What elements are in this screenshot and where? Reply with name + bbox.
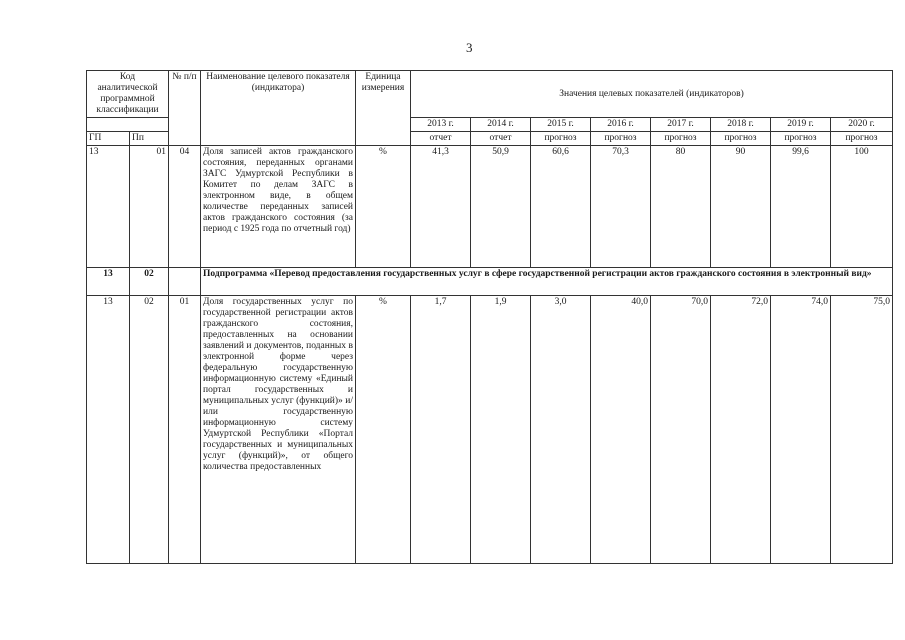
row-number: 04	[169, 146, 201, 268]
page-number: 3	[466, 40, 473, 55]
year-2016: 2016 г.	[591, 118, 651, 132]
type-2014: отчет	[471, 132, 531, 146]
value-2015: 3,0	[531, 296, 591, 564]
subprogram-title: Подпрограмма «Перевод предоставления государственных услуг в сфере государственной регистрации актов гражданского состояния в электронный вид»	[201, 268, 893, 296]
value-2013: 1,7	[411, 296, 471, 564]
value-2019: 74,0	[771, 296, 831, 564]
unit-header: Единица измерения	[356, 71, 411, 146]
type-2020: прогноз	[831, 132, 893, 146]
gp-code: 13	[87, 268, 130, 296]
gp-code: 13	[87, 146, 130, 268]
value-2015: 60,6	[531, 146, 591, 268]
value-2013: 41,3	[411, 146, 471, 268]
row-number: 01	[169, 296, 201, 564]
num-header: № п/п	[169, 71, 201, 146]
value-2016: 40,0	[591, 296, 651, 564]
values-header: Значения целевых показателей (индикаторов)	[411, 71, 893, 118]
year-2014: 2014 г.	[471, 118, 531, 132]
indicator-name: Доля государственных услуг по государственной регистрации актов гражданского состояния, предоставленных на основании заявлений и документов, поданных в электронной форме через федеральную государственную информационную систему «Единый портал государственных и муниципальных услуг (функций)» и/или государственную информационную систему Удмуртской Республики «Портал государственных и муниципальных услуг (функций)», от общего количества предоставленных	[201, 296, 356, 564]
code-header: Код аналитической программной классификации	[87, 71, 169, 118]
table-row	[87, 146, 893, 268]
year-2017: 2017 г.	[651, 118, 711, 132]
type-2017: прогноз	[651, 132, 711, 146]
value-2020: 75,0	[831, 296, 893, 564]
value-2016: 70,3	[591, 146, 651, 268]
value-2020: 100	[831, 146, 893, 268]
year-2018: 2018 г.	[711, 118, 771, 132]
indicators-table	[86, 70, 893, 564]
value-2014: 50,9	[471, 146, 531, 268]
pp-code: 02	[130, 296, 169, 564]
type-2015: прогноз	[531, 132, 591, 146]
gp-code: 13	[87, 296, 130, 564]
year-2020: 2020 г.	[831, 118, 893, 132]
value-2017: 80	[651, 146, 711, 268]
value-2018: 90	[711, 146, 771, 268]
unit: %	[356, 146, 411, 268]
value-2018: 72,0	[711, 296, 771, 564]
value-2017: 70,0	[651, 296, 711, 564]
pp-code: 01	[130, 146, 169, 268]
year-2013: 2013 г.	[411, 118, 471, 132]
type-2013: отчет	[411, 132, 471, 146]
year-2019: 2019 г.	[771, 118, 831, 132]
gp-header: ГП	[87, 132, 130, 146]
type-2019: прогноз	[771, 132, 831, 146]
pp-header: Пп	[130, 132, 169, 146]
pp-code: 02	[130, 268, 169, 296]
type-2018: прогноз	[711, 132, 771, 146]
year-2015: 2015 г.	[531, 118, 591, 132]
name-header: Наименование целевого показателя (индикатора)	[201, 71, 356, 146]
subprogram-row	[87, 268, 893, 296]
type-2016: прогноз	[591, 132, 651, 146]
value-2019: 99,6	[771, 146, 831, 268]
unit: %	[356, 296, 411, 564]
indicator-name: Доля записей актов гражданского состояния, переданных органами ЗАГС Удмуртской Республики в Комитет по делам ЗАГС в электронном виде, в общем количестве переданных записей актов гражданского состояния (за период с 1925 года по отчетный год)	[201, 146, 356, 268]
value-2014: 1,9	[471, 296, 531, 564]
table-row	[87, 296, 893, 564]
